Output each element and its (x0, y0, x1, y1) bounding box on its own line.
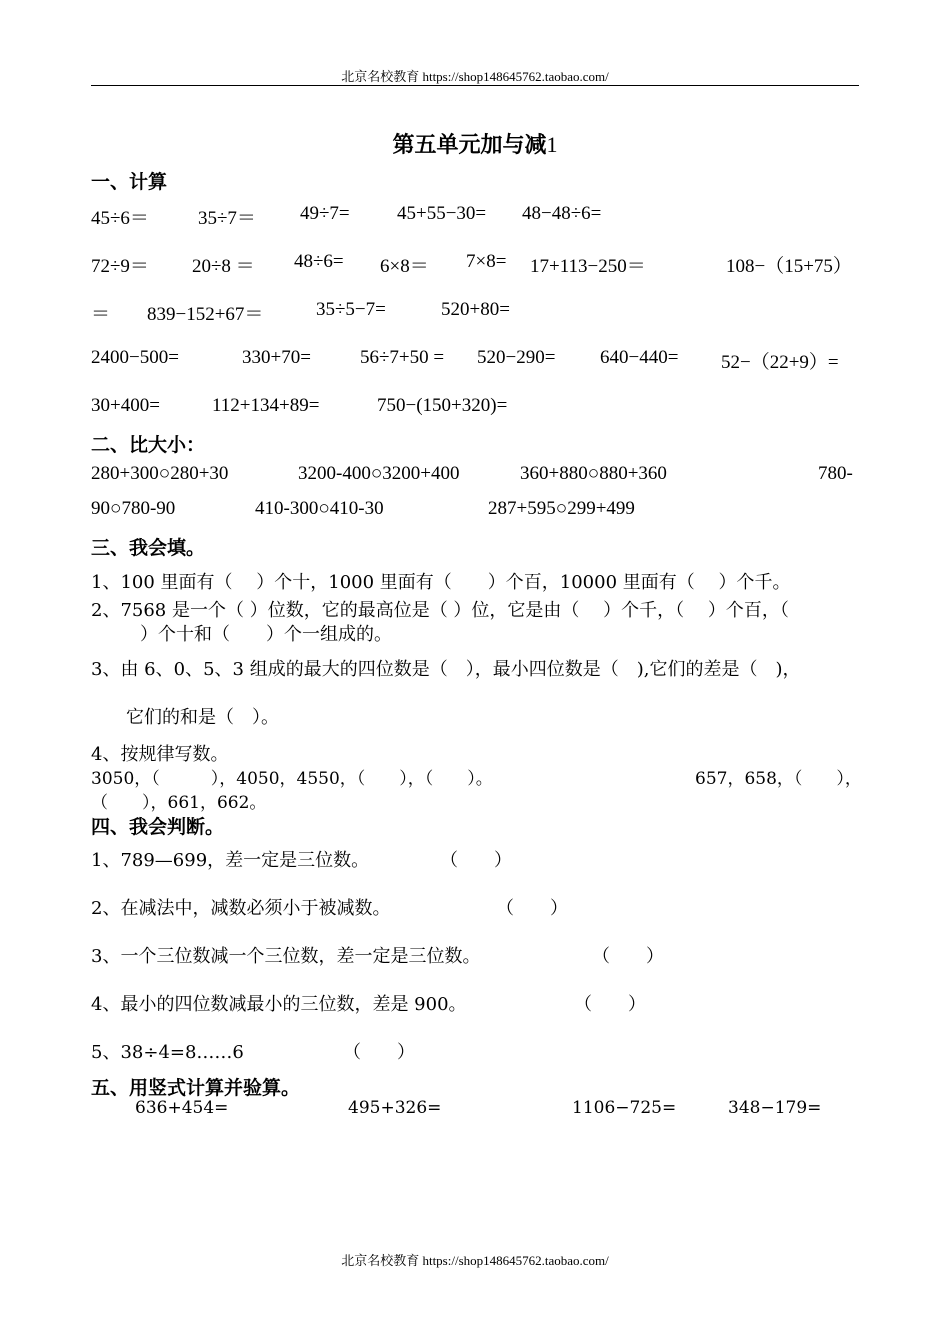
calc-item: 48÷6= (294, 251, 344, 272)
section-2-heading: 二、比大小： (91, 434, 206, 456)
compare-item: 3200-400○3200+400 (298, 463, 460, 484)
section-3-heading: 三、我会填。 (91, 537, 206, 559)
calc-item: 72÷9＝ (91, 256, 149, 277)
pattern-sequence-2-cont: （ ），661，662。 (91, 793, 267, 813)
calc-item: 35÷7＝ (198, 208, 256, 229)
calc-item: 35÷5−7= (316, 299, 386, 320)
fill-question-1: 1、100 里面有（ ）个十，1000 里面有（ ）个百，10000 里面有（ ）个千。 (91, 572, 791, 593)
compare-item: 360+880○880+360 (520, 463, 667, 484)
compare-item: 280+300○280+30 (91, 463, 229, 484)
compare-item: 287+595○299+499 (488, 498, 635, 519)
calc-item: 30+400= (91, 395, 160, 416)
page-header: 北京名校教育 https://shop148645762.taobao.com/ (341, 69, 609, 84)
calc-item: 20÷8 ＝ (192, 256, 255, 277)
fill-question-3b: 它们的和是（ ）。 (126, 707, 279, 728)
judge-answer-paren: （ ） (574, 994, 646, 1015)
section-5-heading: 五、用竖式计算并验算。 (91, 1077, 301, 1099)
fill-question-2b: ）个十和（ ）个一组成的。 (140, 624, 392, 645)
calc-item: 750−(150+320)= (377, 395, 508, 416)
page-footer: 北京名校教育 https://shop148645762.taobao.com/ (341, 1253, 609, 1268)
judge-answer-paren: （ ） (440, 850, 512, 871)
calc-item: 45÷6＝ (91, 208, 149, 229)
section-1-heading: 一、计算 (91, 171, 168, 193)
vertical-calc-item: 495+326= (348, 1098, 442, 1118)
calc-item: 112+134+89= (212, 395, 320, 416)
pattern-sequence-2: 657，658，（ ）， (695, 769, 862, 789)
vertical-calc-row (0, 1098, 950, 1122)
fill-question-4: 4、按规律写数。 (91, 744, 229, 765)
calc-item: 45+55−30= (397, 203, 487, 224)
calc-item: 7×8= (466, 251, 507, 272)
calc-item: 52−（22+9）= (721, 352, 839, 373)
compare-item: 780- (818, 463, 853, 484)
calc-item: 56÷7+50 = (360, 347, 445, 368)
calc-item: 108−（15+75） (726, 256, 852, 277)
calc-item: 17+113−250＝ (530, 256, 646, 277)
compare-item: 410-300○410-30 (255, 498, 384, 519)
calc-item: 520−290= (477, 347, 556, 368)
judge-answer-paren: （ ） (496, 898, 568, 919)
calc-item: ＝ (91, 304, 111, 325)
judge-answer-paren: （ ） (343, 1042, 415, 1063)
calc-item: 49÷7= (300, 203, 350, 224)
judge-question-3: 3、一个三位数减一个三位数，差一定是三位数。 (91, 946, 481, 967)
compare-item: 90○780-90 (91, 498, 176, 519)
pattern-sequence-1: 3050，（ ），4050，4550，（ ），（ ）。 (91, 769, 493, 789)
judge-question-5: 5、38÷4=8……6 (91, 1042, 244, 1063)
vertical-calc-item: 1106−725= (572, 1098, 677, 1118)
judge-question-4: 4、最小的四位数减最小的三位数，差是 900。 (91, 994, 467, 1015)
vertical-calc-item: 348−179= (728, 1098, 822, 1118)
calc-item: 520+80= (441, 299, 510, 320)
judge-question-2: 2、在减法中，减数必须小于被减数。 (91, 898, 391, 919)
calc-item: 330+70= (242, 347, 311, 368)
title-text: 第五单元加与减 (392, 133, 547, 158)
vertical-calc-item: 636+454= (135, 1098, 229, 1118)
fill-question-2a: 2、7568 是一个（ ）位数，它的最高位是（ ）位，它是由（ ）个千，（ ）个百，（ (91, 600, 789, 621)
calc-item: 839−152+67＝ (147, 304, 264, 325)
title-number: 1 (546, 132, 558, 157)
header-divider (91, 85, 859, 86)
fill-question-3a: 3、由 6、0、5、3 组成的最大的四位数是（ ），最小四位数是（ ),它们的差是（ )， (91, 659, 801, 680)
section-4-heading: 四、我会判断。 (91, 816, 225, 838)
page-title (91, 128, 859, 159)
calc-item: 6×8＝ (380, 256, 429, 277)
calc-item: 640−440= (600, 347, 679, 368)
judge-question-1: 1、789—699，差一定是三位数。 (91, 850, 370, 871)
calc-item: 2400−500= (91, 347, 179, 368)
calc-item: 48−48÷6= (522, 203, 602, 224)
judge-answer-paren: （ ） (592, 946, 664, 967)
